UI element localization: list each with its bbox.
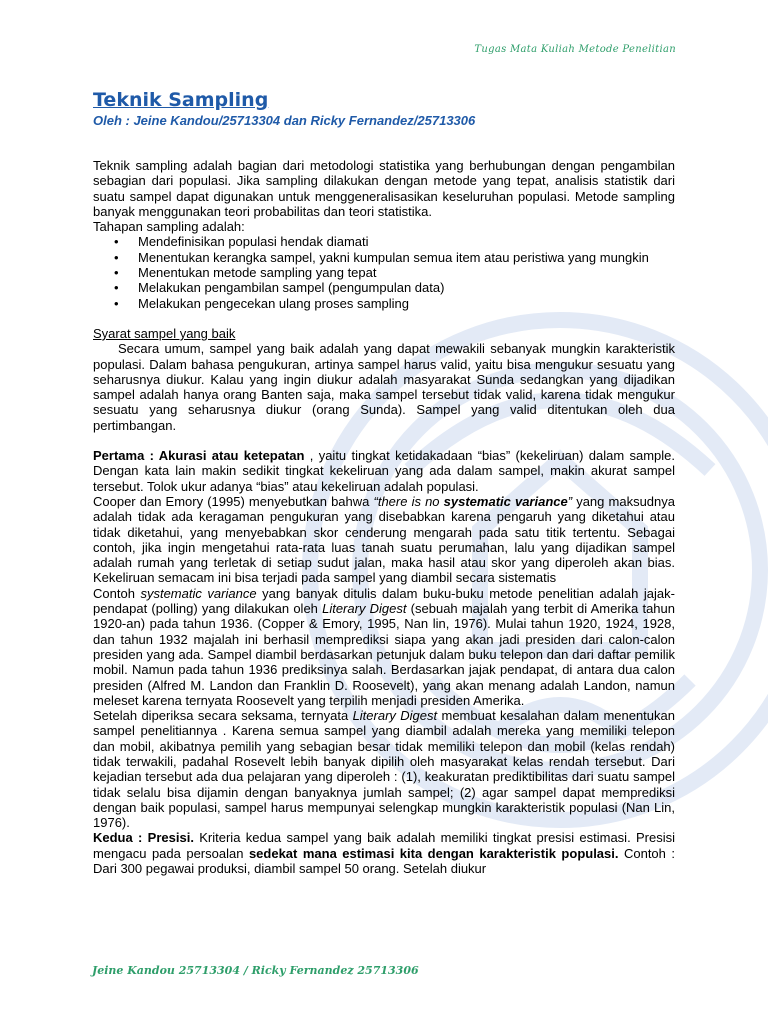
setelah-italic: Literary Digest — [352, 708, 438, 724]
list-item: • Menentukan kerangka sampel, yakni kumpulan semua item atau peristiwa yang mungkin — [138, 250, 675, 265]
cooper-quote-a: “there is no — [373, 493, 444, 509]
list-item: • Mendefinisikan populasi hendak diamati — [138, 234, 675, 249]
header-course-note: Tugas Mata Kuliah Metode Penelitian — [474, 44, 676, 55]
list-item: • Menentukan metode sampling yang tepat — [138, 265, 675, 280]
setelah-text-b: membuat kesalahan dalam menentukan sampel penelitiannya . Karena semua sampel yang diambil adalah mereka yang memiliki telepon dan mobil, akibatnya pemilih yang sebagian besar tidak memiliki telepon dan mobil (kelas rendah) tidak terwakili, padahal Rosevelt lebih banyak dipilih oleh masyarakat kelas rendah tersebut. Dari kejadian tersebut ada dua pelajaran yang diperoleh : (1), keakuratan prediktibilitas dari suatu sampel tidak selalu bisa dijamin dengan banyaknya jumlah sampel; (2) agar sampel dapat memprediksi dengan baik populasi, sampel harus mempunyai selengkap mungkin karakteristik populasi (Nan Lin, 1976). — [93, 708, 675, 831]
contoh-italic-1: systematic variance — [140, 585, 257, 601]
cooper-paragraph — [93, 494, 675, 586]
setelah-paragraph — [93, 708, 675, 830]
kedua-text-c: Contoh : Dari 300 pegawai produksi, diambil sampel 50 orang. Setelah diukur — [93, 845, 675, 877]
contoh-paragraph — [93, 586, 675, 708]
contoh-text-c: (sebuah majalah yang terbit di Amerika tahun 1920-an) pada tahun 1936. (Copper & Emory, 1995, Nan lin, 1976). Mulai tahun 1920, 1924, 1928, dan tahun 1932 majalah ini berhasil memprediksi siapa yang akan jadi presiden dari calon-calon presiden yang ada. Sampel diambil berdasarkan petunjuk dalam buku telepon dan dari daftar pemilik mobil. Namun pada tahun 1936 prediksinya salah. Berdasarkan jajak pendapat, di antara dua calon presiden (Alfred M. Landon dan Franklin D. Roosevelt), yang akan menang adalah Landon, namun meleset karena ternyata Roosevelt yang terpilih menjadi presiden Amerika. — [93, 601, 675, 708]
contoh-italic-2: Literary Digest — [322, 601, 407, 617]
kedua-text-bold: sedekat mana estimasi kita dengan karakteristik populasi. — [248, 845, 619, 861]
pertama-text: , yaitu tingkat ketidakadaan “bias” (kekeliruan) dalam sample. Dengan kata lain makin sedikit tingkat kekeliruan yang ada dalam sampel, makin akurat sampel tersebut. Tolok ukur adanya “bias” atau kekeliruan adalah populasi. — [93, 448, 675, 494]
list-item: • Melakukan pengecekan ulang proses sampling — [138, 296, 675, 311]
document-authors: Oleh : Jeine Kandou/25713304 dan Ricky Fernandez/25713306 — [93, 113, 476, 128]
footer-authors-note: Jeine Kandou 25713304 / Ricky Fernandez 25713306 — [92, 964, 419, 977]
document-title: Teknik Sampling — [93, 89, 269, 111]
kedua-paragraph — [93, 830, 675, 876]
kedua-text-a: Kriteria kedua sampel yang baik adalah memiliki tingkat presisi estimasi. Presisi mengacu pada persoalan — [93, 830, 675, 861]
section-heading-syarat: Syarat sampel yang baik — [93, 325, 236, 341]
cooper-text-a: Cooper dan Emory (1995) menyebutkan bahwa — [93, 493, 374, 509]
pertama-label: Pertama : Akurasi atau ketepatan — [93, 448, 305, 464]
contoh-text-b: yang banyak ditulis dalam buku-buku metode penelitian adalah jajak-pendapat (polling) yang dilakukan oleh — [93, 585, 675, 617]
pertama-paragraph — [93, 448, 675, 494]
list-item: • Melakukan pengambilan sampel (pengumpulan data) — [138, 280, 675, 295]
steps-intro: Tahapan sampling adalah: — [93, 219, 245, 235]
contoh-text-a: Contoh — [93, 585, 141, 601]
setelah-text-a: Setelah diperiksa secara seksama, ternyata — [93, 708, 353, 724]
kedua-label: Kedua : Presisi. — [93, 830, 194, 846]
cooper-text-b: yang maksudnya adalah tidak ada keragaman pengukuran yang disebabkan karena pengaruh yang diketahui atau tidak diketahui, yang menyebabkan skor cenderung mengarah pada satu titik tertentu. Sebagai contoh, jika ingin mengetahui rata-rata luas tanah suatu perumahan, lalu yang dijadikan sampel adalah rumah yang terletak di setiap sudut jalan, maka hasil atau skor yang diperoleh akan bias. Kekeliruan semacam ini bisa terjadi pada sampel yang diambil secara sistematis — [93, 493, 675, 586]
document-body — [93, 88, 675, 876]
syarat-paragraph: Secara umum, sampel yang baik adalah yang dapat mewakili sebanyak mungkin karakteristik populasi. Dalam bahasa pengukuran, artinya sampel harus valid, yaitu bisa mengukur sesuatu yang seharusnya diukur. Kalau yang ingin diukur adalah masyarakat Sunda sedangkan yang dijadikan sampel adalah hanya orang Banten saja, maka sampel tersebut tidak valid, karena tidak mengukur sesuatu yang seharusnya diukur (orang Sunda). Sampel yang valid ditentukan oleh dua pertimbangan. — [93, 341, 675, 433]
intro-paragraph: Teknik sampling adalah bagian dari metodologi statistika yang berhubungan dengan pengambilan sebagian dari populasi. Jika sampling dilakukan dengan metode yang tepat, analisis statistik dari suatu sampel dapat digunakan untuk menggeneralisasikan keseluruhan populasi. Metode sampling banyak menggunakan teori probabilitas dan teori statistika. — [93, 158, 675, 219]
sampling-steps-list — [93, 234, 675, 310]
cooper-quote-bold: systematic variance — [443, 493, 568, 509]
cooper-quote-end: ” — [567, 493, 573, 509]
